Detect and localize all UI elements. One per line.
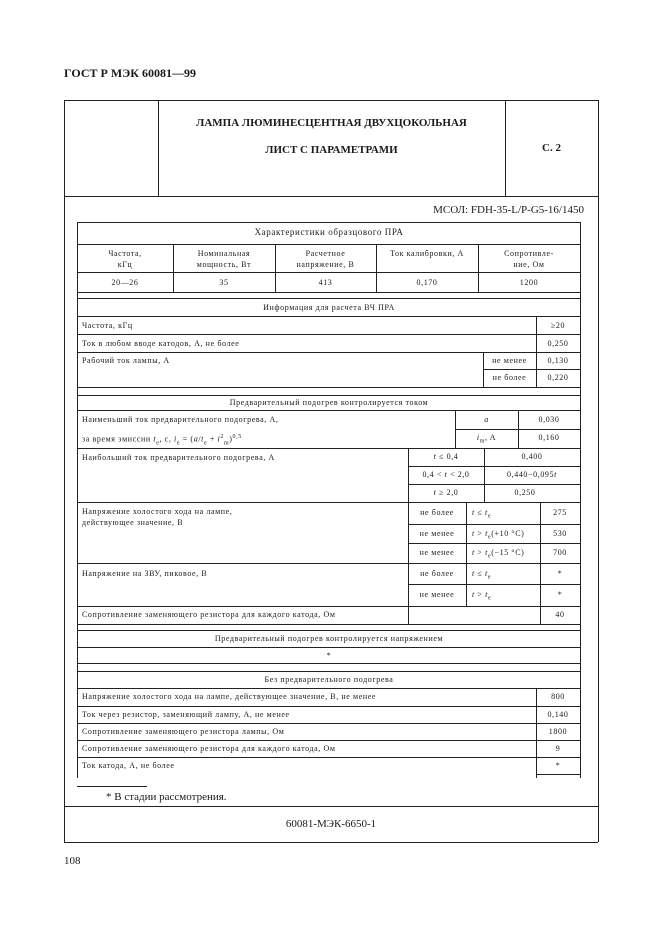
no-preheat-label-5: Ток катода, А, не более	[82, 761, 175, 770]
col-header-resistance-unit: ние, Ом	[513, 260, 545, 269]
value-calibration: 0,170	[416, 278, 438, 287]
max-preheat-cond-1: t ≤ 0,4	[433, 452, 459, 461]
operating-current-max-label: не более	[492, 373, 527, 382]
no-preheat-value-4: 9	[555, 744, 561, 753]
param-im-value: 0,160	[538, 433, 560, 442]
sheet-number: 60081-МЭК-6650-1	[285, 818, 377, 830]
ocv-value-1: 275	[553, 508, 567, 517]
cathode-resistor-label: Сопротивление заменяющего резистора для каждого катода, Ом	[82, 610, 336, 619]
zvu-cond-1: $t \le t_e$	[472, 569, 492, 581]
col-header-power: Номинальная	[197, 249, 251, 258]
operating-current-min-label: не менее	[492, 356, 527, 365]
col-header-frequency-unit: кГц	[117, 260, 133, 269]
min-preheat-label: Наименьший ток предварительного подогрева, А,	[82, 415, 279, 424]
param-a-value: 0,030	[538, 415, 560, 424]
ocv-label: Напряжение холостого хода на лампе,	[82, 507, 233, 516]
value-frequency: 20—26	[111, 278, 139, 287]
value-resistance: 1200	[519, 278, 539, 287]
emission-time-label: за время эмиссии $t_e$, c, $i_e = (a/t_e + i^2_m)^{0,5}$	[82, 434, 242, 447]
max-preheat-cond-3: t ≥ 2,0	[433, 488, 459, 497]
section-title: Характеристики образцового ПРА	[254, 227, 404, 237]
no-preheat-value-3: 1800	[548, 727, 568, 736]
cathode-current-value: 0,250	[547, 339, 569, 348]
section-title: Информация для расчета ВЧ ПРА	[263, 303, 395, 312]
frequency-value: ≥20	[550, 321, 566, 330]
zvu-cond-2: $t > t_e$	[472, 590, 492, 602]
zvu-limit-1: не более	[420, 569, 454, 578]
ocv-value-2: 530	[553, 529, 567, 538]
ocv-cond-3: $t > t_e(-15$ °C)	[472, 548, 525, 560]
operating-current-label: Рабочий ток лампы, А	[82, 356, 170, 365]
no-preheat-label-1: Напряжение холостого хода на лампе, действующее значение, В, не менее	[82, 692, 377, 701]
zvu-limit-2: не менее	[419, 590, 455, 599]
value-power: 35	[219, 278, 229, 287]
max-preheat-value-3: 0,250	[514, 488, 536, 497]
ocv-limit-2: не менее	[419, 529, 455, 538]
operating-current-min-value: 0,130	[547, 356, 569, 365]
param-im-symbol: $i_m$, A	[476, 433, 497, 445]
max-preheat-value-1: 0,400	[521, 452, 543, 461]
ocv-cond-2: $t > t_e(+10$ °C)	[472, 529, 525, 541]
param-a-symbol: a	[484, 415, 489, 424]
no-preheat-value-2: 0,140	[547, 710, 569, 719]
col-header-voltage-unit: напряжение, В	[296, 260, 355, 269]
max-preheat-value-2: 0,440−0,095t	[507, 470, 557, 479]
sheet-title: ЛИСТ С ПАРАМЕТРАМИ	[265, 144, 398, 156]
lamp-designation: МСОЛ: FDH-35-L/P-G5-16/1450	[433, 204, 584, 216]
section-title: Без предварительного подогрева	[264, 675, 394, 684]
sheet-page-label: С. 2	[542, 142, 561, 154]
cathode-current-label: Ток в любом вводе катодов, А, не более	[82, 339, 240, 348]
ocv-cond-1: $t \le t_e$	[472, 508, 492, 520]
col-header-frequency: Частота,	[108, 249, 142, 258]
zvu-value-1: *	[557, 569, 563, 578]
ocv-value-3: 700	[553, 548, 567, 557]
col-header-calibration: Ток калибровки, А	[390, 249, 464, 258]
lamp-title: ЛАМПА ЛЮМИНЕСЦЕНТНАЯ ДВУХЦОКОЛЬНАЯ	[196, 117, 467, 129]
operating-current-max-value: 0,220	[547, 373, 569, 382]
cathode-resistor-value: 40	[555, 610, 565, 619]
footnote: * В стадии рассмотрения.	[106, 791, 227, 803]
time-symbol: t	[153, 434, 157, 444]
section-title: Предварительный подогрев контролируется током	[229, 398, 429, 407]
footnote-rule	[77, 786, 147, 787]
no-preheat-label-3: Сопротивление заменяющего резистора лампы, Ом	[82, 727, 285, 736]
max-preheat-cond-2: 0,4 < t < 2,0	[422, 470, 470, 479]
no-preheat-value-5: *	[555, 761, 561, 770]
col-header-power-unit: мощность, Вт	[196, 260, 252, 269]
ocv-limit-1: не более	[420, 508, 454, 517]
ocv-label-2: действующее значение, В	[82, 518, 184, 527]
preheat-voltage-value: *	[326, 651, 332, 660]
zvu-label: Напряжение на ЗВУ, пиковое, В	[82, 569, 208, 578]
col-header-resistance: Сопротивле-	[504, 249, 554, 258]
frequency-label: Частота, кГц	[82, 321, 133, 330]
standard-id: ГОСТ Р МЭК 60081—99	[64, 66, 196, 80]
col-header-voltage: Расчетное	[305, 249, 346, 258]
max-preheat-label: Наибольший ток предварительного подогрева, А	[82, 453, 275, 462]
no-preheat-label-2: Ток через резистор, заменяющий лампу, А, не менее	[82, 710, 290, 719]
no-preheat-label-4: Сопротивление заменяющего резистора для каждого катода, Ом	[82, 744, 336, 753]
page-number: 108	[64, 855, 81, 867]
no-preheat-value-1: 800	[551, 692, 565, 701]
zvu-value-2: *	[557, 590, 563, 599]
ocv-limit-3: не менее	[419, 548, 455, 557]
current-symbol: i	[174, 434, 177, 444]
value-voltage: 413	[318, 278, 333, 287]
section-title: Предварительный подогрев контролируется напряжением	[214, 634, 444, 643]
